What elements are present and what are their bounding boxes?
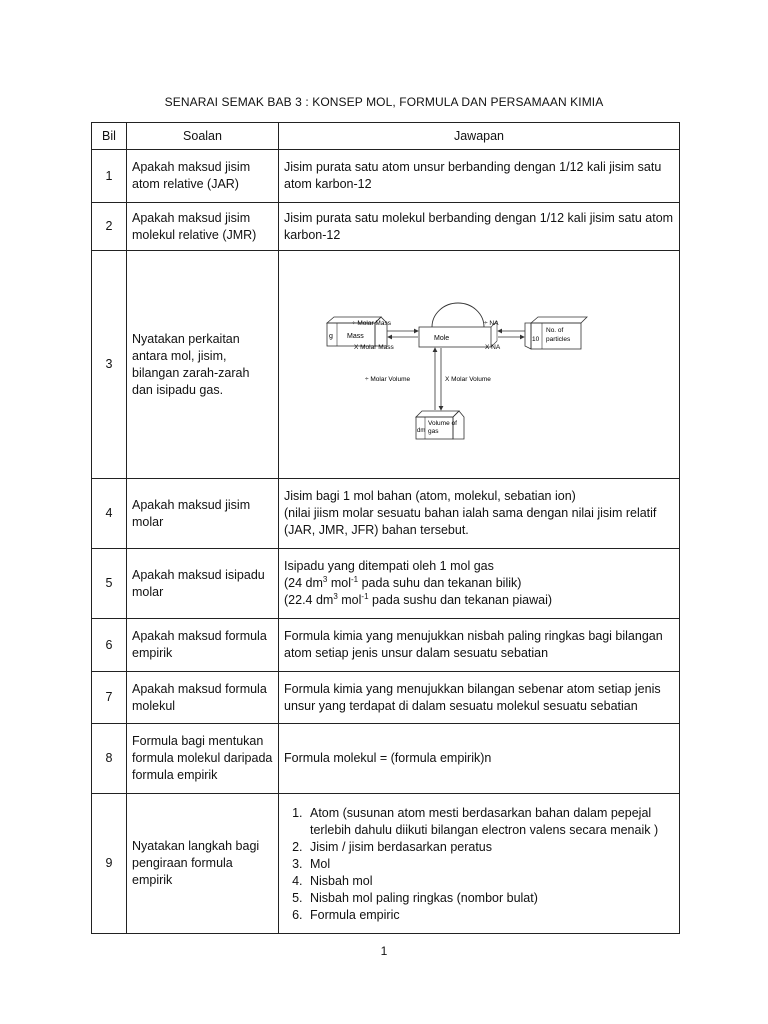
table-row (92, 150, 680, 203)
table-row (92, 619, 680, 672)
answer-cell: Jisim purata satu atom unsur berbanding dengan 1/12 kali jisim satu atom karbon-12 (279, 150, 680, 203)
answer-cell (279, 549, 680, 619)
particles-label-2: particles (546, 336, 571, 343)
mole-relationship-diagram (279, 251, 679, 473)
answer-cell: Formula molekul = (formula empirik)n (279, 724, 680, 794)
row-number: 1 (92, 150, 127, 203)
answer-cell (279, 794, 680, 934)
table-row (92, 794, 680, 934)
page-number: 1 (380, 944, 388, 958)
page-title: SENARAI SEMAK BAB 3 : KONSEP MOL, FORMULA DAN PERSAMAAN KIMIA (164, 95, 604, 109)
table-row (92, 672, 680, 724)
row-number: 3 (92, 251, 127, 479)
steps-list (284, 805, 674, 924)
label-x-na: X NA (485, 344, 501, 351)
label-div-na: ÷ NA (484, 320, 499, 327)
table-row (92, 549, 680, 619)
row-number: 5 (92, 549, 127, 619)
label-x-molar-volume: X Molar Volume (445, 376, 491, 383)
answer-line: (22.4 $dm^3$ mol$^{-1}$ pada sushu dan tekanan piawai) (284, 591, 553, 607)
question-cell: Apakah maksud jisim molar (127, 479, 279, 549)
answer-line: (24 $dm^3$ mol$^{-1}$ pada suhu dan tekanan bilik) (284, 574, 522, 590)
list-item: 5. Nisbah mol paling ringkas (nombor bulat) (306, 890, 674, 907)
answer-cell: Formula kimia yang menujukkan nisbah paling ringkas bagi bilangan atom setiap jenis unsur dalam sesuatu sebatian (279, 619, 680, 672)
volume-unit: dm (417, 428, 426, 434)
list-item: 4. Nisbah mol (306, 873, 674, 890)
table-row (92, 203, 680, 251)
row-number: 6 (92, 619, 127, 672)
table-row (92, 251, 680, 479)
list-item: 1. Atom (susunan atom mesti berdasarkan bahan dalam pepejal terlebih dahulu diikuti bilangan electron valens secara menaik ) (306, 805, 674, 839)
answer-line: (nilai jiism molar sesuatu bahan ialah sama dengan nilai jisim relatif (JAR, JMR, JFR) bahan tersebut. (284, 506, 657, 537)
mass-unit: g (329, 333, 333, 340)
particles-label-1: No. of (546, 327, 564, 334)
mole-label: Mole (434, 335, 450, 342)
row-number: 8 (92, 724, 127, 794)
row-number: 9 (92, 794, 127, 934)
header-jawapan: Jawapan (279, 123, 680, 150)
list-item: 6. Formula empiric (306, 907, 674, 924)
answer-cell (279, 251, 680, 479)
volume-label-1: Volume of (428, 420, 457, 427)
question-cell: Apakah maksud jisim molekul relative (JMR) (127, 203, 279, 251)
label-div-molar-mass: ÷ Molar Mass (352, 320, 391, 327)
question-cell: Formula bagi mentukan formula molekul daripada formula empirik (127, 724, 279, 794)
question-cell: Nyatakan perkaitan antara mol, jisim, bilangan zarah-zarah dan isipadu gas. (127, 251, 279, 479)
row-number: 4 (92, 479, 127, 549)
particles-exponent: 10 (532, 336, 540, 343)
answer-cell: Jisim purata satu molekul berbanding dengan 1/12 kali jisim satu atom karbon-12 (279, 203, 680, 251)
checklist-table (91, 122, 680, 934)
mass-label: Mass (347, 333, 364, 340)
table-header-row (92, 123, 680, 150)
answer-line: Isipadu yang ditempati oleh 1 mol gas (284, 559, 494, 573)
question-cell: Nyatakan langkah bagi pengiraan formula empirik (127, 794, 279, 934)
list-item: 2. Jisim / jisim berdasarkan peratus (306, 839, 674, 856)
answer-cell: Formula kimia yang menujukkan bilangan sebenar atom setiap jenis unsur yang terdapat di dalam sesuatu molekul sesuatu sebatian (279, 672, 680, 724)
header-bil: Bil (92, 123, 127, 150)
label-x-molar-mass: X Molar Mass (354, 344, 394, 351)
question-cell: Apakah maksud jisim atom relative (JAR) (127, 150, 279, 203)
volume-label-2: gas (428, 428, 439, 435)
question-cell: Apakah maksud isipadu molar (127, 549, 279, 619)
list-item: 3. Mol (306, 856, 674, 873)
table-row (92, 479, 680, 549)
question-cell: Apakah maksud formula empirik (127, 619, 279, 672)
table-row (92, 724, 680, 794)
question-cell: Apakah maksud formula molekul (127, 672, 279, 724)
row-number: 2 (92, 203, 127, 251)
answer-cell (279, 479, 680, 549)
label-div-molar-volume: ÷ Molar Volume (365, 376, 411, 383)
header-soalan: Soalan (127, 123, 279, 150)
row-number: 7 (92, 672, 127, 724)
answer-line: Jisim bagi 1 mol bahan (atom, molekul, sebatian ion) (284, 489, 576, 503)
